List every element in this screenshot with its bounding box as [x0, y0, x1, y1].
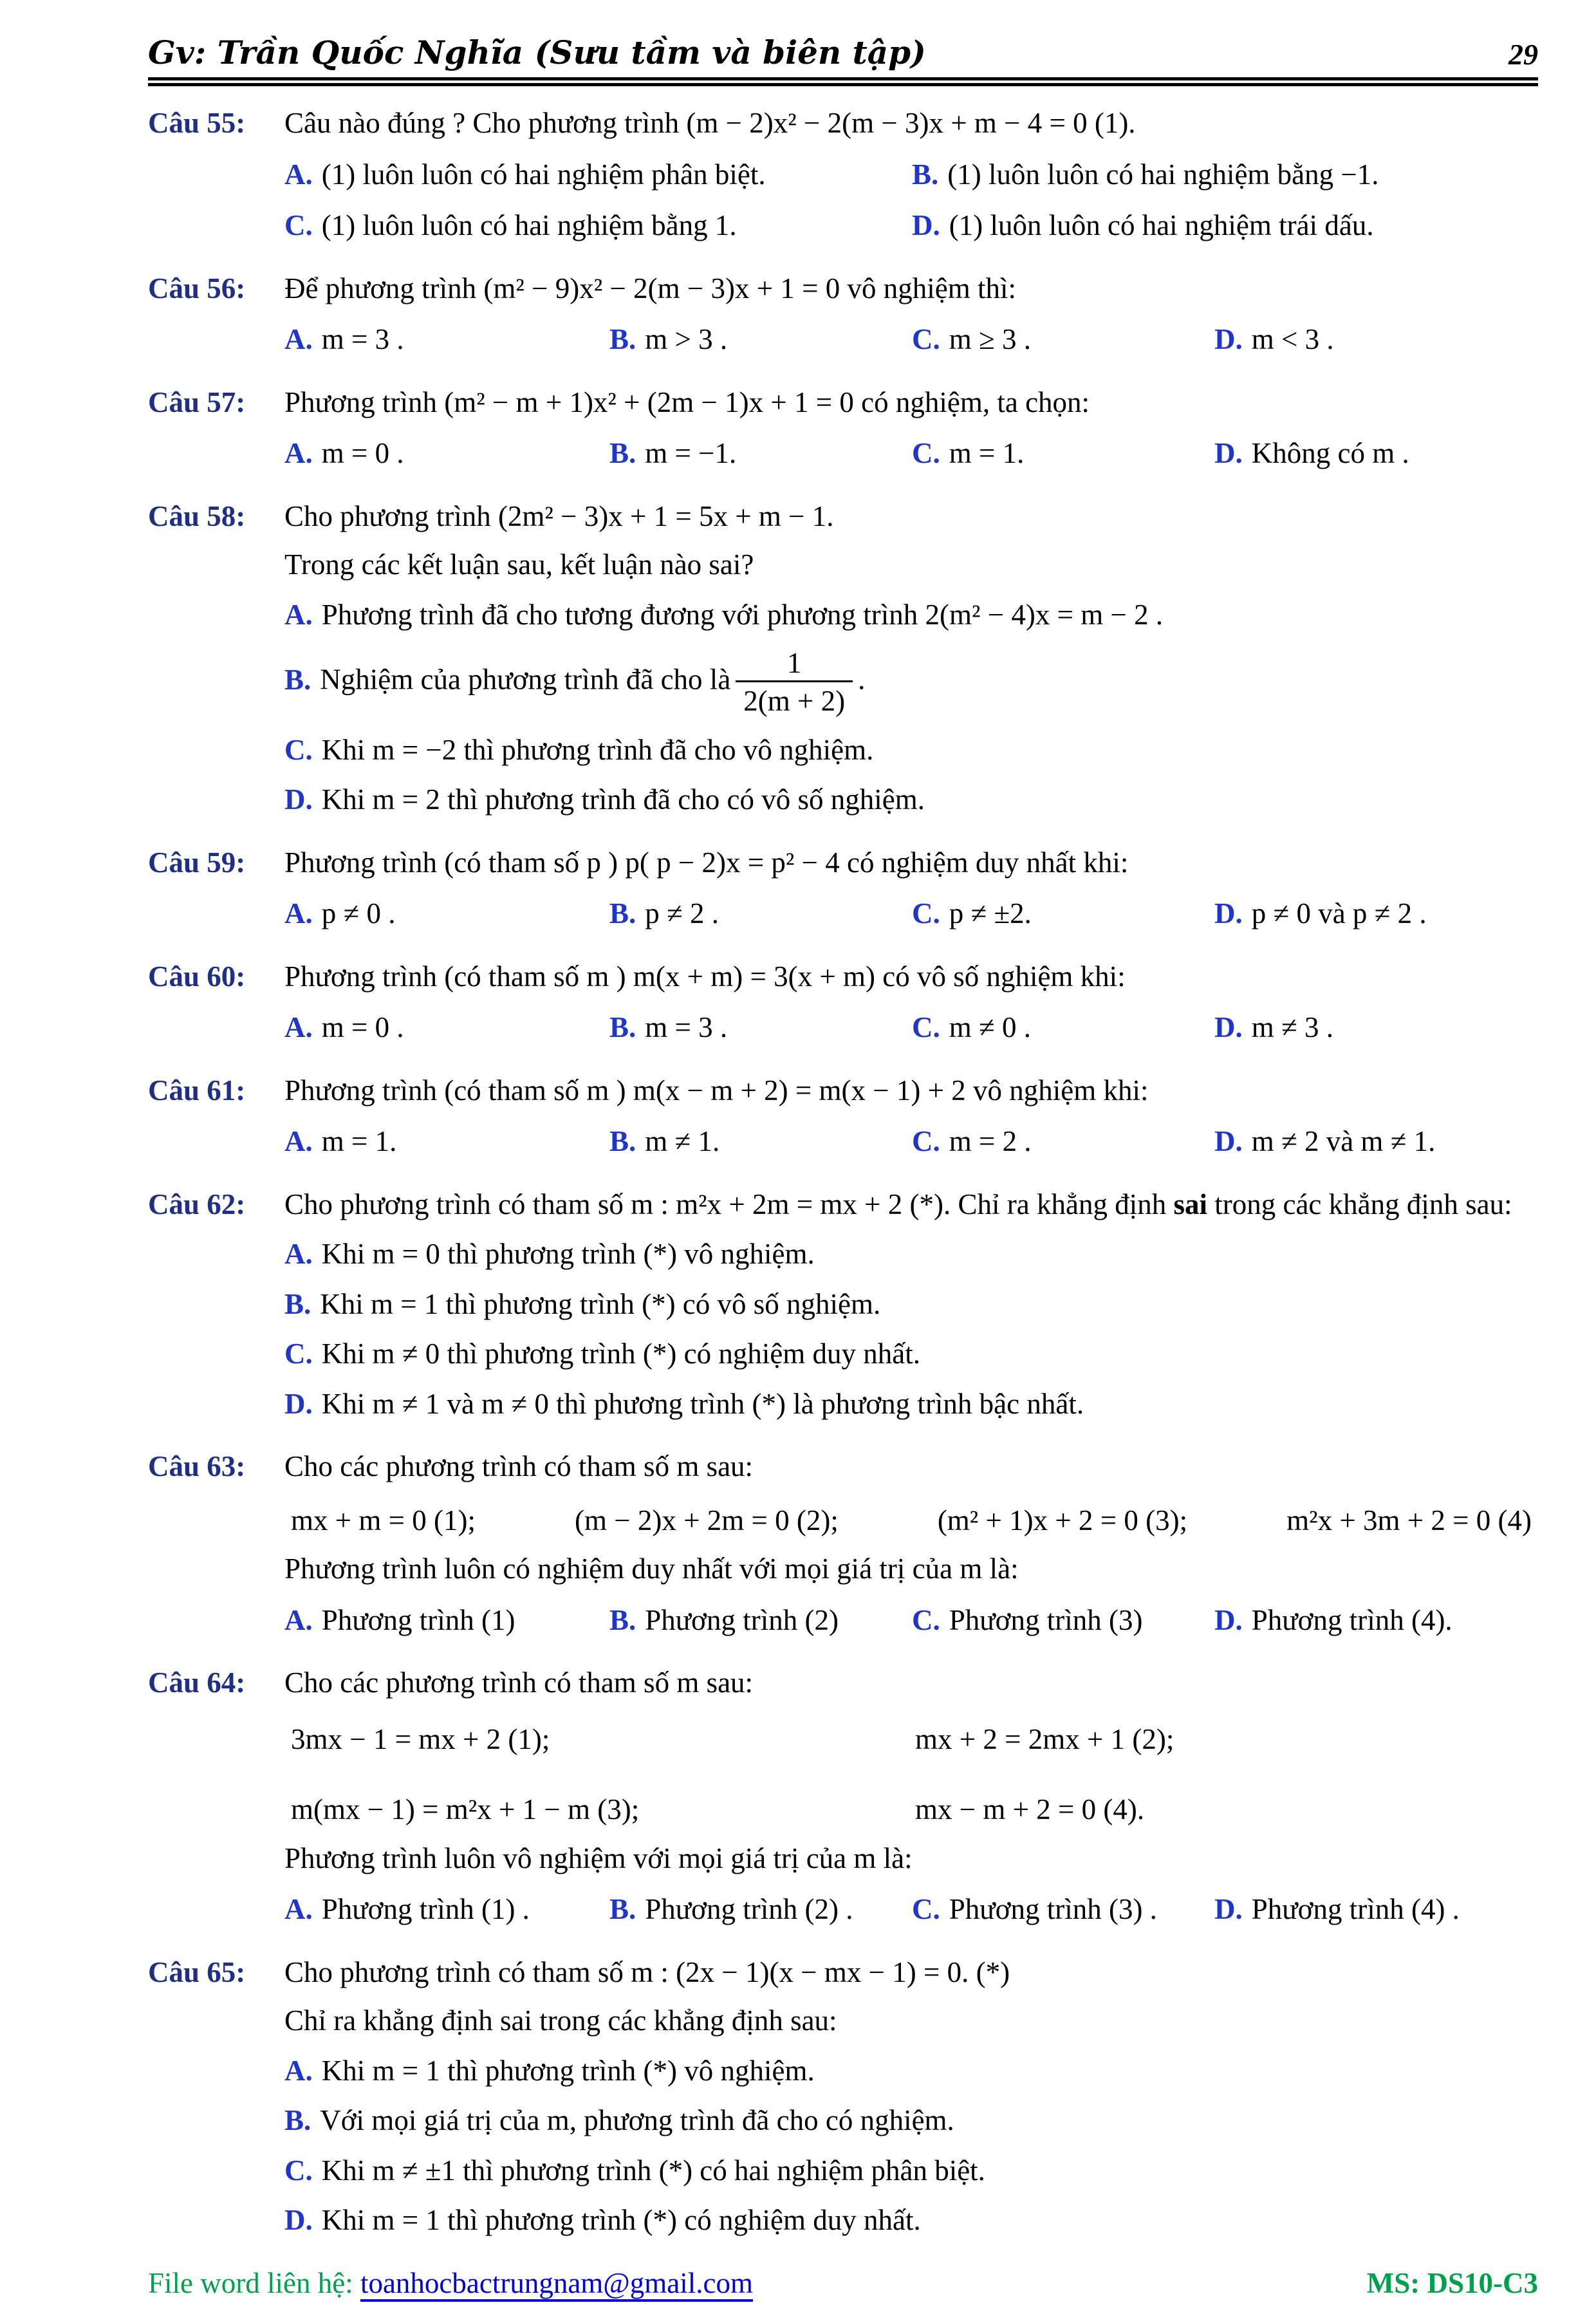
- question-stem: Phương trình (m² − m + 1)x² + (2m − 1)x + 1 = 0 có nghiệm, ta chọn:: [284, 381, 1538, 425]
- option-b: [609, 432, 912, 476]
- equation-4: mx − m + 2 = 0 (4).: [915, 1788, 1538, 1832]
- stem-text: trong các khẳng định sau:: [1207, 1188, 1512, 1220]
- option-text: (1) luôn luôn có hai nghiệm bằng −1.: [947, 158, 1378, 191]
- option-text: Khi m ≠ ±1 thì phương trình (*) có hai nghiệm phân biệt.: [322, 2154, 985, 2187]
- option-a: [284, 1888, 609, 1932]
- option-text: Khi m ≠ 1 và m ≠ 0 thì phương trình (*) là phương trình bậc nhất.: [322, 1388, 1084, 1420]
- question-label: Câu 64:: [148, 1661, 284, 1932]
- question-stem: Cho các phương trình có tham số m sau:: [284, 1445, 1538, 1489]
- page-footer: [148, 2262, 1538, 2305]
- option-a: [284, 2049, 1538, 2093]
- option-letter: D.: [1214, 1011, 1243, 1043]
- equation-4: m²x + 3m + 2 = 0 (4): [1286, 1499, 1532, 1543]
- option-a: [284, 1006, 609, 1050]
- fraction-denominator: 2(m + 2): [736, 680, 853, 718]
- option-text: m = 0 .: [322, 437, 404, 469]
- equation-3: (m² + 1)x + 2 = 0 (3);: [938, 1499, 1187, 1543]
- question-60: [148, 955, 1538, 1050]
- question-59: [148, 841, 1538, 936]
- option-letter: A.: [284, 1604, 313, 1636]
- option-letter: A.: [284, 1238, 313, 1270]
- option-c: [284, 1332, 1538, 1376]
- option-a: [284, 318, 609, 362]
- option-letter: B.: [609, 897, 636, 929]
- option-letter: B.: [284, 664, 311, 696]
- option-letter: C.: [912, 1125, 940, 1157]
- option-b: [609, 318, 912, 362]
- option-a: [284, 1233, 1538, 1276]
- question-label: Câu 57:: [148, 381, 284, 476]
- question-64: [148, 1661, 1538, 1932]
- option-text: Khi m = 1 thì phương trình (*) vô nghiệm.: [322, 2055, 815, 2087]
- option-text: m ≠ 0 .: [949, 1011, 1031, 1043]
- option-a: [284, 892, 609, 936]
- fraction: [736, 647, 853, 718]
- option-letter: D.: [1214, 897, 1243, 929]
- question-56: [148, 267, 1538, 362]
- option-letter: A.: [284, 1011, 313, 1043]
- option-a: [284, 1599, 609, 1643]
- option-text: Với mọi giá trị của m, phương trình đã cho có nghiệm.: [320, 2104, 954, 2136]
- option-text: m = 1.: [322, 1125, 397, 1157]
- options-row: [284, 1006, 1538, 1050]
- option-letter: A.: [284, 323, 313, 355]
- option-letter: C.: [912, 437, 940, 469]
- option-text: m = 3 .: [645, 1011, 727, 1043]
- stem-bold-word: sai: [1173, 1188, 1207, 1220]
- option-d: [1214, 892, 1538, 936]
- question-stem: Phương trình (có tham số p ) p( p − 2)x = p² − 4 có nghiệm duy nhất khi:: [284, 841, 1538, 885]
- question-label: Câu 61:: [148, 1069, 284, 1164]
- footer-contact-label: File word liên hệ:: [148, 2267, 353, 2299]
- option-text: Phương trình (3): [949, 1604, 1143, 1636]
- question-label: Câu 59:: [148, 841, 284, 936]
- question-label: Câu 55:: [148, 102, 284, 248]
- fraction-numerator: 1: [736, 647, 853, 680]
- option-d: [912, 204, 1538, 248]
- option-c: [912, 892, 1214, 936]
- option-letter: B.: [609, 1125, 636, 1157]
- question-stem: Cho phương trình có tham số m : (2x − 1)(x − mx − 1) = 0. (*): [284, 1951, 1538, 1995]
- option-text: Khi m = 1 thì phương trình (*) có vô số nghiệm.: [320, 1288, 880, 1320]
- option-text: Khi m = 1 thì phương trình (*) có nghiệm duy nhất.: [322, 2204, 921, 2236]
- options-row: [284, 318, 1538, 362]
- question-58: [148, 495, 1538, 822]
- option-text: Phương trình (1): [322, 1604, 515, 1636]
- option-text: m > 3 .: [645, 323, 727, 355]
- option-text: p ≠ 0 và p ≠ 2 .: [1252, 897, 1427, 929]
- option-text: Phương trình (4).: [1252, 1604, 1452, 1636]
- header-author: Gv: Trần Quốc Nghĩa (Sưu tầm và biên tập): [148, 33, 926, 72]
- option-letter: D.: [1214, 1893, 1243, 1925]
- option-d: [284, 2199, 1538, 2243]
- option-letter: A.: [284, 437, 313, 469]
- option-c: [284, 2149, 1538, 2193]
- option-letter: C.: [912, 897, 940, 929]
- question-label: Câu 63:: [148, 1445, 284, 1642]
- option-b: [609, 892, 912, 936]
- option-text: m = 2 .: [949, 1125, 1032, 1157]
- option-c: [912, 432, 1214, 476]
- option-text-suffix: .: [858, 664, 865, 696]
- option-d: [1214, 1599, 1538, 1643]
- option-d: [284, 1383, 1538, 1426]
- option-letter: D.: [1214, 1604, 1243, 1636]
- page-header: [148, 33, 1538, 86]
- option-b: [609, 1120, 912, 1164]
- option-text: m ≠ 1.: [645, 1125, 719, 1157]
- option-letter: A.: [284, 599, 313, 631]
- option-c: [284, 729, 1538, 772]
- option-b: [609, 1888, 912, 1932]
- option-text: (1) luôn luôn có hai nghiệm phân biệt.: [322, 158, 766, 191]
- option-text: (1) luôn luôn có hai nghiệm bằng 1.: [322, 209, 737, 241]
- footer-document-code: MS: DS10-C3: [1367, 2262, 1538, 2305]
- option-letter: B.: [609, 323, 636, 355]
- option-text: m ≥ 3 .: [949, 323, 1031, 355]
- option-text: Phương trình (3) .: [949, 1893, 1157, 1925]
- question-subtext: Chỉ ra khẳng định sai trong các khẳng định sau:: [284, 1999, 1538, 2043]
- question-62: [148, 1183, 1538, 1426]
- question-label: Câu 60:: [148, 955, 284, 1050]
- option-letter: B.: [912, 158, 938, 191]
- option-letter: C.: [284, 1338, 313, 1370]
- option-c: [912, 1006, 1214, 1050]
- option-d: [1214, 432, 1538, 476]
- page-number: 29: [1508, 37, 1538, 72]
- question-stem: Phương trình (có tham số m ) m(x + m) = 3(x + m) có vô số nghiệm khi:: [284, 955, 1538, 999]
- option-letter: B.: [284, 1288, 311, 1320]
- option-letter: C.: [912, 323, 940, 355]
- option-letter: A.: [284, 1125, 313, 1157]
- option-letter: C.: [912, 1604, 940, 1636]
- option-letter: D.: [1214, 437, 1243, 469]
- option-text: Phương trình (2) .: [645, 1893, 853, 1925]
- options-row: [284, 892, 1538, 936]
- question-stem: Cho phương trình (2m² − 3)x + 1 = 5x + m − 1.: [284, 495, 1538, 539]
- stem-text: Cho phương trình có tham số m : m²x + 2m = mx + 2 (*). Chỉ ra khẳng định: [284, 1188, 1173, 1220]
- option-text: m ≠ 2 và m ≠ 1.: [1252, 1125, 1436, 1157]
- option-letter: C.: [284, 2154, 313, 2187]
- option-text: m ≠ 3 .: [1252, 1011, 1333, 1043]
- question-65: [148, 1951, 1538, 2243]
- option-text: Không có m .: [1252, 437, 1409, 469]
- equation-row: [291, 1499, 1532, 1543]
- option-d: [284, 778, 1538, 822]
- options-row: [284, 432, 1538, 476]
- option-c: [912, 1120, 1214, 1164]
- equation-grid: [291, 1718, 1538, 1832]
- question-label: Câu 65:: [148, 1951, 284, 2243]
- option-letter: A.: [284, 2055, 313, 2087]
- option-c: [284, 204, 912, 248]
- option-text: m = 0 .: [322, 1011, 404, 1043]
- option-b: [284, 643, 1538, 722]
- equation-3: m(mx − 1) = m²x + 1 − m (3);: [291, 1788, 915, 1832]
- option-a: [284, 153, 912, 197]
- question-label: Câu 56:: [148, 267, 284, 362]
- question-label: Câu 58:: [148, 495, 284, 822]
- option-text: p ≠ ±2.: [949, 897, 1032, 929]
- option-text: Khi m = −2 thì phương trình đã cho vô nghiệm.: [322, 734, 874, 766]
- option-text: Phương trình (2): [645, 1604, 839, 1636]
- option-c: [912, 318, 1214, 362]
- questions-area: [148, 86, 1538, 2262]
- option-letter: D.: [284, 783, 313, 816]
- equation-2: (m − 2)x + 2m = 0 (2);: [575, 1499, 839, 1543]
- question-stem: Phương trình (có tham số m ) m(x − m + 2) = m(x − 1) + 2 vô nghiệm khi:: [284, 1069, 1538, 1113]
- option-letter: D.: [284, 2204, 313, 2236]
- option-letter: B.: [609, 1011, 636, 1043]
- option-text: Phương trình (4) .: [1252, 1893, 1460, 1925]
- question-55: [148, 102, 1538, 248]
- option-letter: B.: [284, 2104, 311, 2136]
- option-letter: A.: [284, 158, 313, 191]
- option-text: Khi m = 0 thì phương trình (*) vô nghiệm.: [322, 1238, 815, 1270]
- equation-1: mx + m = 0 (1);: [291, 1499, 476, 1543]
- option-text: m = 3 .: [322, 323, 404, 355]
- option-a: [284, 593, 1538, 637]
- options-row: [284, 1599, 1538, 1643]
- option-text: Khi m = 2 thì phương trình đã cho có vô số nghiệm.: [322, 783, 925, 816]
- options-row: [284, 1888, 1538, 1932]
- question-label: Câu 62:: [148, 1183, 284, 1426]
- option-letter: A.: [284, 897, 313, 929]
- question-stem: Câu nào đúng ? Cho phương trình (m − 2)x² − 2(m − 3)x + m − 4 = 0 (1).: [284, 102, 1538, 145]
- question-61: [148, 1069, 1538, 1164]
- question-stem: Cho các phương trình có tham số m sau:: [284, 1661, 1538, 1705]
- footer-email-link[interactable]: toanhocbactrungnam@gmail.com: [360, 2267, 753, 2302]
- option-text: Phương trình đã cho tương đương với phương trình 2(m² − 4)x = m − 2 .: [322, 599, 1163, 631]
- option-letter: B.: [609, 437, 636, 469]
- option-a: [284, 432, 609, 476]
- option-c: [912, 1599, 1214, 1643]
- equation-2: mx + 2 = 2mx + 1 (2);: [915, 1718, 1538, 1762]
- option-d: [1214, 1120, 1538, 1164]
- equation-1: 3mx − 1 = mx + 2 (1);: [291, 1718, 915, 1762]
- option-text: Phương trình (1) .: [322, 1893, 530, 1925]
- option-b: [284, 2099, 1538, 2143]
- option-d: [1214, 318, 1538, 362]
- option-letter: C.: [912, 1893, 940, 1925]
- option-letter: C.: [284, 734, 313, 766]
- option-letter: C.: [284, 209, 313, 241]
- option-a: [284, 1120, 609, 1164]
- option-b: [609, 1006, 912, 1050]
- option-letter: B.: [609, 1604, 636, 1636]
- question-63: [148, 1445, 1538, 1642]
- question-stem: [284, 1183, 1538, 1227]
- option-d: [1214, 1006, 1538, 1050]
- question-subtext: Phương trình luôn vô nghiệm với mọi giá trị của m là:: [284, 1837, 1538, 1881]
- footer-contact: [148, 2262, 753, 2305]
- option-d: [1214, 1888, 1538, 1932]
- option-text: p ≠ 2 .: [645, 897, 719, 929]
- option-letter: D.: [1214, 1125, 1243, 1157]
- question-subtext: Trong các kết luận sau, kết luận nào sai?: [284, 543, 1538, 587]
- question-57: [148, 381, 1538, 476]
- option-text: m < 3 .: [1252, 323, 1334, 355]
- option-letter: A.: [284, 1893, 313, 1925]
- option-text: Nghiệm của phương trình đã cho là: [320, 664, 730, 696]
- option-b: [284, 1283, 1538, 1327]
- options-grid: [284, 153, 1538, 248]
- option-text: Khi m ≠ 0 thì phương trình (*) có nghiệm duy nhất.: [322, 1338, 920, 1370]
- option-text: (1) luôn luôn có hai nghiệm trái dấu.: [949, 209, 1374, 241]
- question-subtext: Phương trình luôn có nghiệm duy nhất với mọi giá trị của m là:: [284, 1547, 1538, 1591]
- option-letter: D.: [1214, 323, 1243, 355]
- options-row: [284, 1120, 1538, 1164]
- option-letter: C.: [912, 1011, 940, 1043]
- option-letter: D.: [912, 209, 940, 241]
- option-letter: D.: [284, 1388, 313, 1420]
- option-letter: B.: [609, 1893, 636, 1925]
- option-text: p ≠ 0 .: [322, 897, 396, 929]
- option-c: [912, 1888, 1214, 1932]
- option-text: m = −1.: [645, 437, 736, 469]
- question-stem: Để phương trình (m² − 9)x² − 2(m − 3)x + 1 = 0 vô nghiệm thì:: [284, 267, 1538, 311]
- option-text: m = 1.: [949, 437, 1025, 469]
- option-b: [912, 153, 1538, 197]
- option-b: [609, 1599, 912, 1643]
